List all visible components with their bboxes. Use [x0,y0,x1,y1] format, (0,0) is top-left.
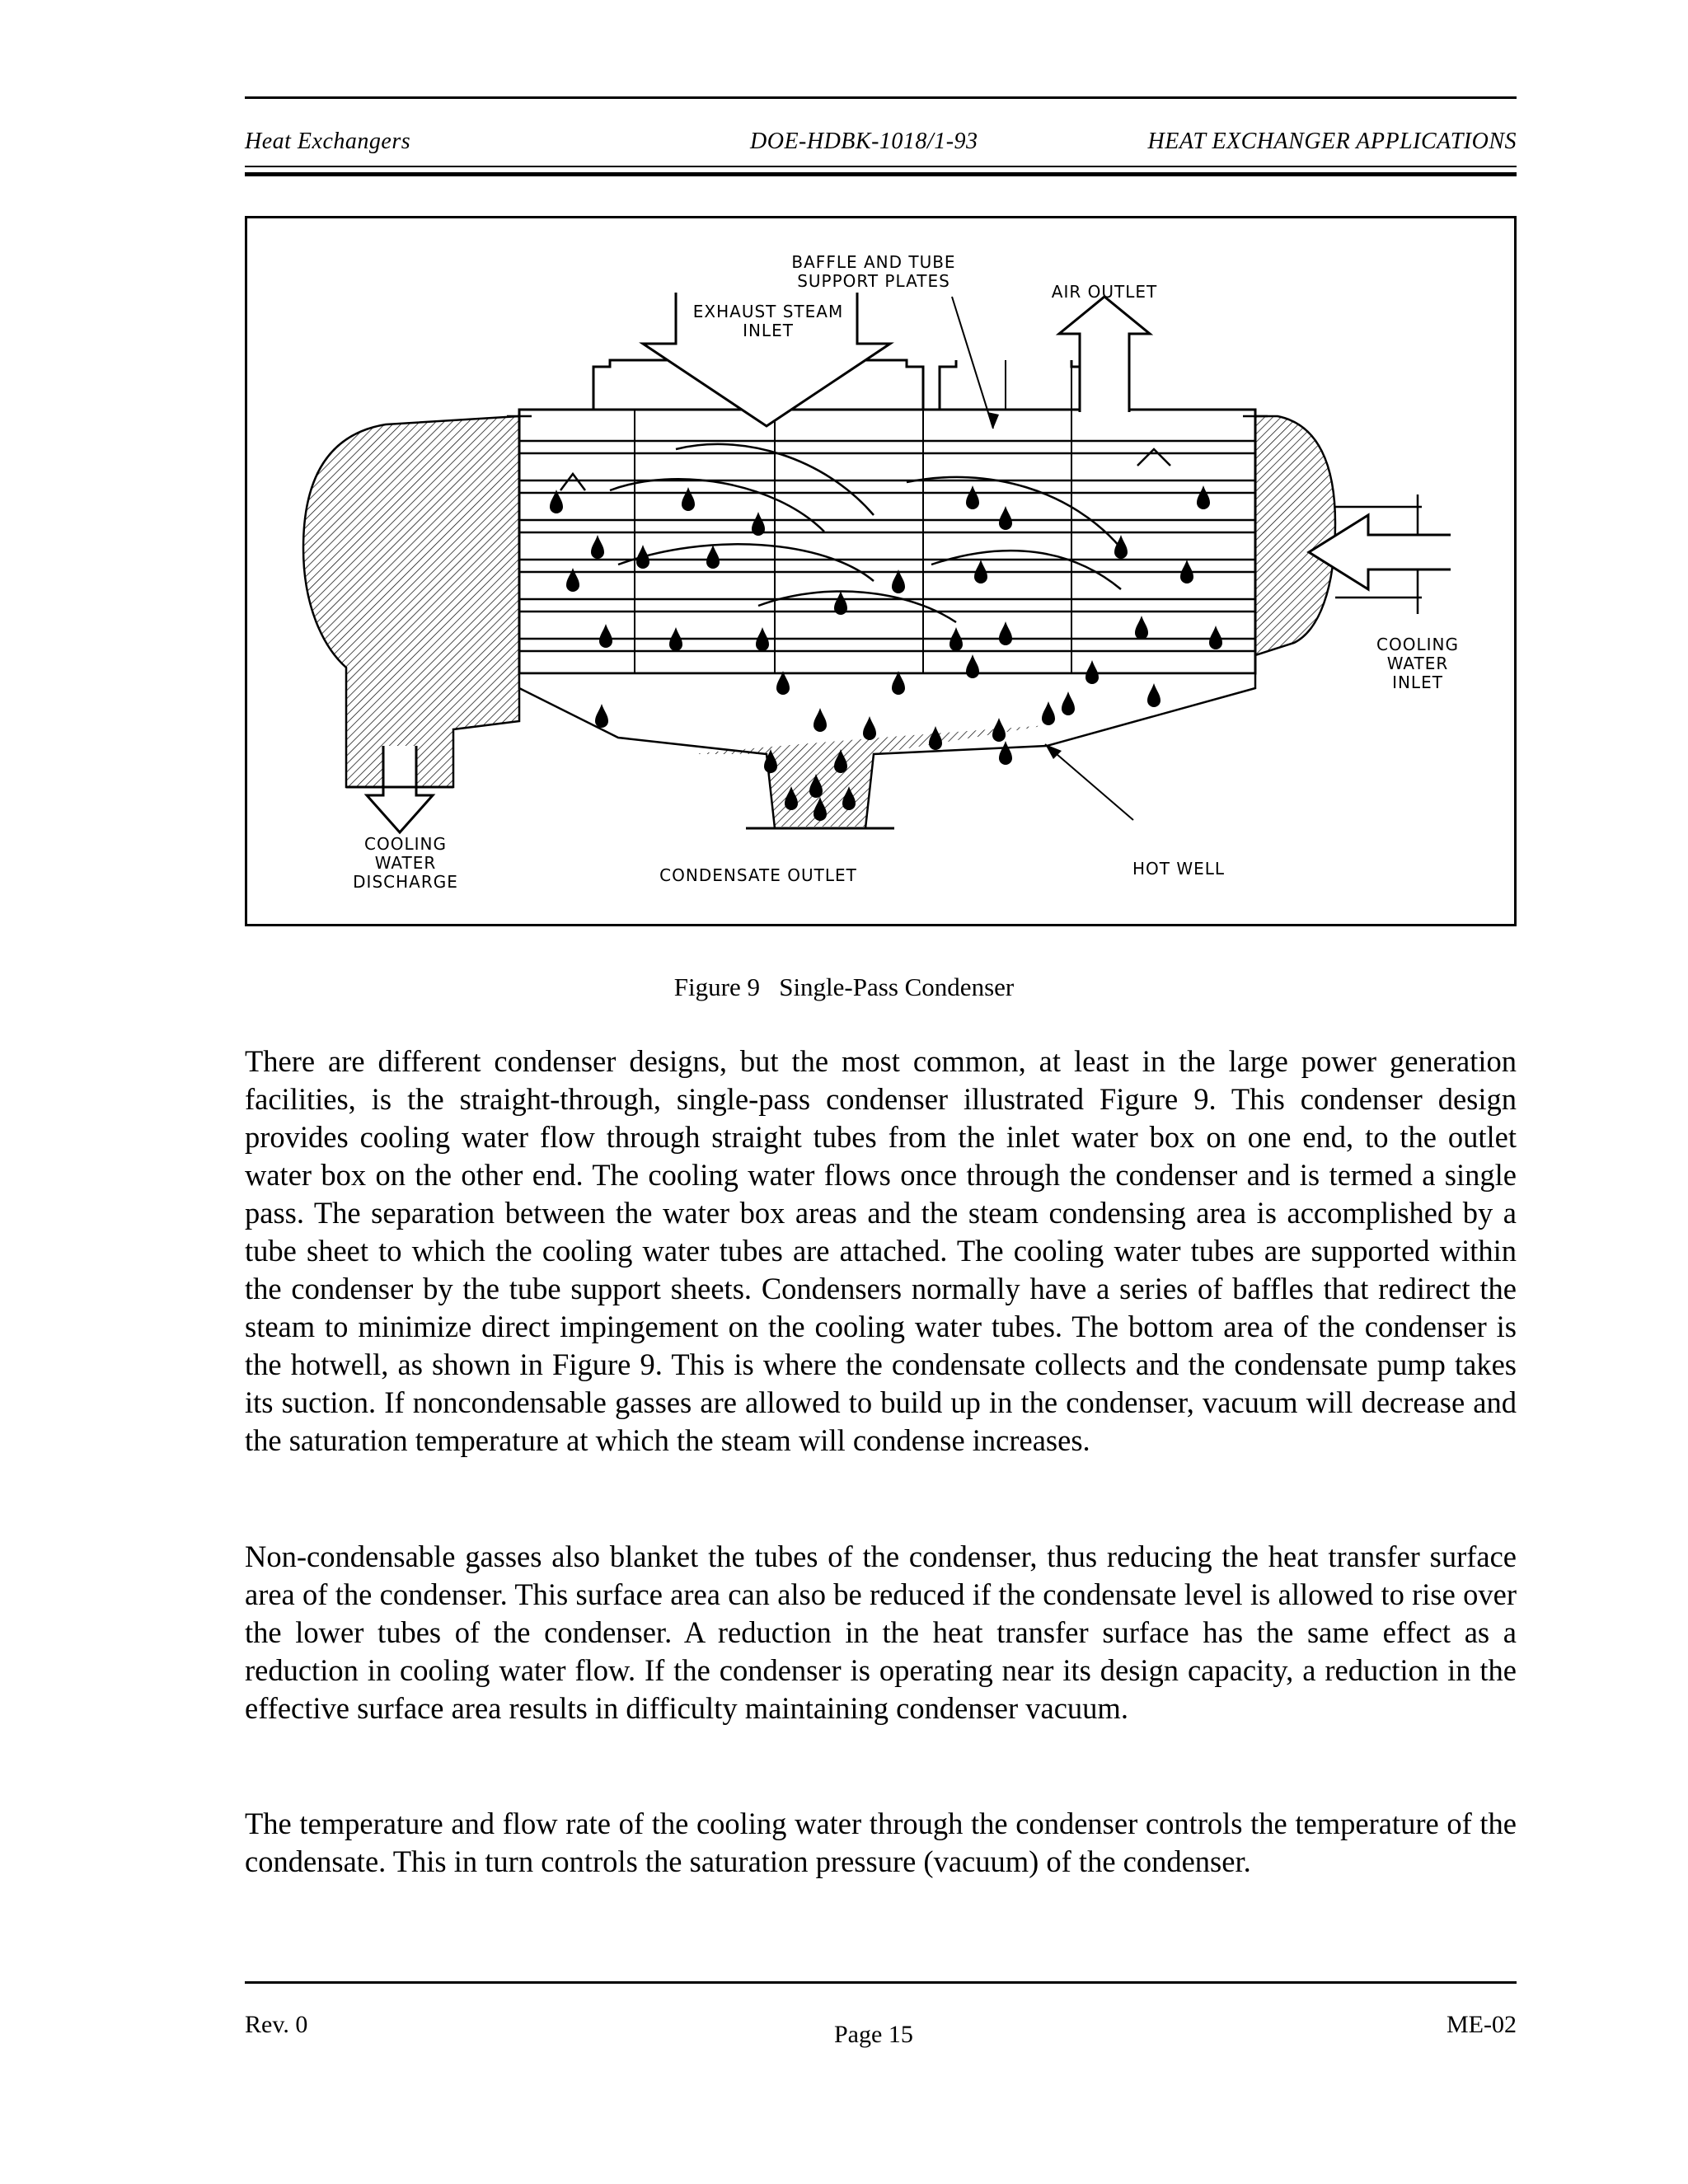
label-cw-inlet-line2: WATER [1386,654,1449,673]
header-left: Heat Exchangers [245,129,411,154]
label-baffle-line2: SUPPORT PLATES [797,271,950,291]
label-condensate-outlet: CONDENSATE OUTLET [659,865,857,885]
air-outlet-nozzle [940,360,1088,410]
label-cw-discharge-line3: DISCHARGE [353,872,458,892]
label-steam-line1: EXHAUST STEAM [692,302,844,321]
figure-single-pass-condenser [245,216,1517,926]
left-water-box [303,416,519,787]
label-hot-well: HOT WELL [1132,859,1226,879]
paragraph-1: There are different condenser designs, but the most common, at least in the large power generation facilities, is the straight-through, single-pass condenser illustrated Figure 9. This condenser design provides cooling water flow through straight tubes from the inlet water box on one end, to the outlet water box on the other end. The cooling water flows once through the condenser and is termed a single pass. The separation between the water box areas and the steam condensing area is accomplished by a tube sheet to which the cooling water tubes are attached. The cooling water tubes are supported within the condenser by the tube support sheets. Condensers normally have a series of baffles that redirect the steam to minimize direct impingement on the cooling water tubes. The bottom area of the condenser is the hotwell, as shown in Figure 9. This is where the condensate collects and the condensate pump takes its suction. If noncondensable gasses are allowed to build up in the condenser, vacuum will decrease and the saturation temperature at which the steam will condense increases. [245,1044,1517,1457]
label-air-outlet: AIR OUTLET [1051,282,1158,302]
header-top-rule [245,96,1517,99]
figure-caption: Figure 9 Single-Pass Condenser [673,972,1015,1001]
label-cw-discharge-line1: COOLING [364,834,447,854]
label-cw-discharge-line2: WATER [374,853,437,873]
footer-rule [245,1981,1517,1984]
air-outlet-arrow-shape [1059,297,1150,412]
header-right: HEAT EXCHANGER APPLICATIONS [1147,129,1517,154]
label-steam-line2: INLET [743,321,794,340]
condenser-diagram [247,218,1514,924]
header-bottom-rule-thick [245,172,1517,176]
label-baffle-line1: BAFFLE AND TUBE [791,252,956,272]
right-water-box [1255,416,1335,655]
footer-right: ME-02 [1447,2011,1517,2038]
paragraph-3: The temperature and flow rate of the cooling water through the condenser controls the temperature of the condensate. This in turn controls the saturation pressure (vacuum) of the condenser. [245,1807,1517,1878]
footer-left: Rev. 0 [245,2011,308,2038]
header-bottom-rule-thin [245,166,1517,167]
footer-page-number: Page 15 [834,2021,913,2048]
header-center: DOE-HDBK-1018/1-93 [750,129,978,154]
paragraph-2: Non-condensable gasses also blanket the tubes of the condenser, thus reducing the heat transfer surface area of the condenser. This surface area can also be reduced if the condensate level is allowed to rise over the lower tubes of the condenser. A reduction in the heat transfer surface has the same effect as a reduction in cooling water flow. If the condenser is operating near its design capacity, a reduction in the effective surface area results in difficulty maintaining condenser vacuum. [245,1540,1517,1725]
label-cw-inlet-line3: INLET [1392,673,1443,692]
label-cw-inlet-line1: COOLING [1376,635,1459,654]
